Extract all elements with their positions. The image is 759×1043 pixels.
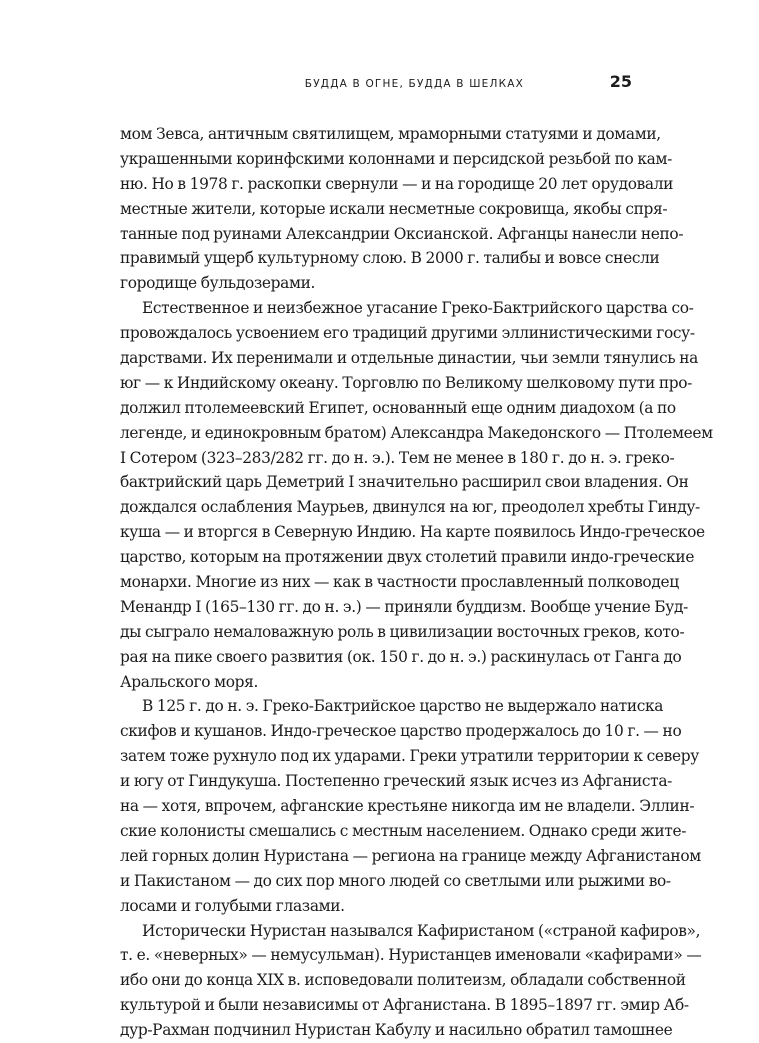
text-line: т. е. «неверных» — немусульман). Нуристанцев именовали «кафирами» — <box>120 946 702 965</box>
text-line: должил птолемеевский Египет, основанный еще одним диадохом (а по <box>120 398 676 417</box>
text-line: лосами и голубыми глазами. <box>120 896 345 915</box>
text-line: дарствами. Их перенимали и отдельные династии, чьи земли тянулись на <box>120 349 698 368</box>
text-line: В 125 г. до н. э. Греко-Бактрийское царство не выдержало натиска <box>142 697 664 716</box>
text-line: провождалось усвоением его традиций другими эллинистическими госу- <box>120 324 695 343</box>
text-line: ибо они до конца XIX в. исповедовали политеизм, обладали собственной <box>120 971 686 990</box>
text-line: Аральского моря. <box>120 672 259 691</box>
text-line: городище бульдозерами. <box>120 274 316 293</box>
text-line: затем тоже рухнуло под их ударами. Греки утратили территории к северу <box>120 747 699 766</box>
text-line: и Пакистаном — до сих пор много людей со светлыми или рыжими во- <box>120 871 671 890</box>
text-line: Исторически Нуристан назывался Кафиристаном («страной кафиров», <box>142 921 701 940</box>
text-line: на — хотя, впрочем, афганские крестьяне никогда им не владели. Эллин- <box>120 797 695 816</box>
paragraph <box>120 122 684 296</box>
text-line: лей горных долин Нуристана — региона на границе между Афганистаном <box>120 846 701 865</box>
text-line: куша — и вторгся в Северную Индию. На карте появилось Индо-греческое <box>120 523 705 542</box>
text-line: монархи. Многие из них — как в частности прославленный полководец <box>120 573 679 592</box>
text-line: Менандр I (165–130 гг. до н. э.) — приняли буддизм. Вообще учение Буд- <box>120 597 688 616</box>
running-title: БУДДА В ОГНЕ, БУДДА В ШЕЛКАХ <box>304 78 524 90</box>
text-line: дождался ослабления Маурьев, двинулся на юг, преодолел хребты Гинду- <box>120 498 700 517</box>
paragraph <box>120 296 713 694</box>
text-line: и югу от Гиндукуша. Постепенно греческий язык исчез из Афганиста- <box>120 772 673 791</box>
text-line: юг — к Индийскому океану. Торговлю по Великому шелковому пути про- <box>120 373 693 392</box>
text-line: царство, которым на протяжении двух столетий правили индо-греческие <box>120 548 695 567</box>
text-line: танные под руинами Александрии Оксианской. Афганцы нанесли непо- <box>120 224 684 243</box>
text-line: культурой и были независимы от Афганистана. В 1895–1897 гг. эмир Аб- <box>120 996 689 1015</box>
text-line: I Сотером (323–283/282 гг. до н. э.). Тем не менее в 180 г. до н. э. греко- <box>120 448 675 467</box>
text-line: рая на пике своего развития (ок. 150 г. до н. э.) раскинулась от Ганга до <box>120 647 682 666</box>
text-line: ню. Но в 1978 г. раскопки свернули — и на городище 20 лет орудовали <box>120 174 674 193</box>
page-number: 25 <box>609 72 632 91</box>
body-text <box>120 122 713 1043</box>
text-line: Естественное и неизбежное угасание Греко-Бактрийского царства со- <box>142 299 694 318</box>
paragraph <box>120 694 701 918</box>
paragraph <box>120 919 702 1043</box>
text-line: местные жители, которые искали несметные сокровища, якобы спря- <box>120 199 668 218</box>
text-line: украшенными коринфскими колоннами и персидской резьбой по кам- <box>120 149 672 168</box>
text-line: бактрийский царь Деметрий I значительно расширил свои владения. Он <box>120 473 689 492</box>
text-line: ские колонисты смешались с местным населением. Однако среди жите- <box>120 821 687 840</box>
text-line: ды сыграло немаловажную роль в цивилизации восточных греков, кото- <box>120 622 685 641</box>
text-line: мом Зевса, античным святилищем, мраморными статуями и домами, <box>120 125 661 143</box>
text-line: правимый ущерб культурному слою. В 2000 г. талибы и вовсе снесли <box>120 249 660 268</box>
running-header <box>120 72 632 96</box>
text-line: скифов и кушанов. Индо-греческое царство продержалось до 10 г. — но <box>120 722 682 741</box>
text-line: дур-Рахман подчинил Нуристан Кабулу и насильно обратил тамошнее <box>120 1021 673 1040</box>
text-line: легенде, и единокровным братом) Александра Македонского — Птолемеем <box>120 423 713 442</box>
